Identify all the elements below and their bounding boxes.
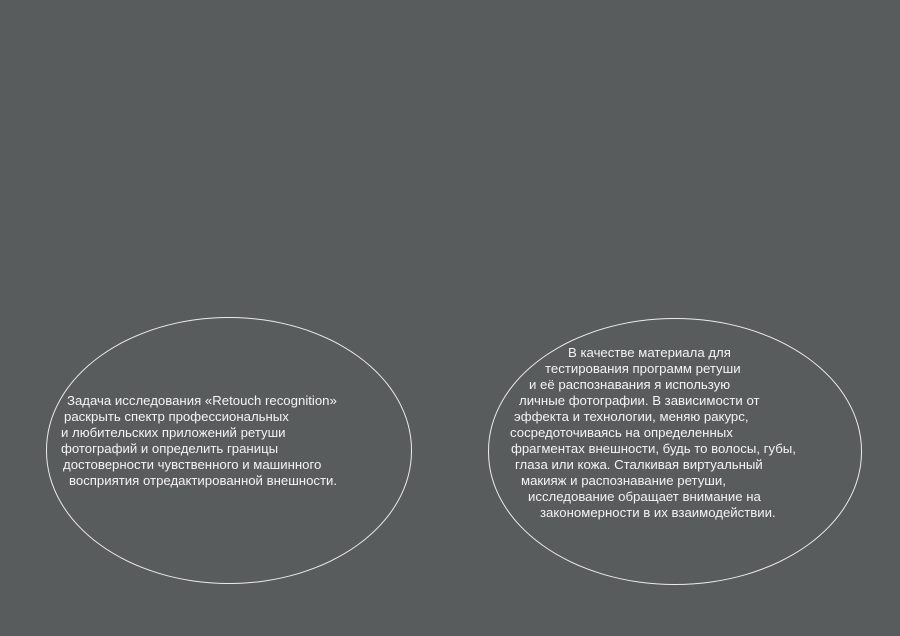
right-text-line: макияж и распознавание ретуши, bbox=[521, 473, 726, 488]
right-text-line: тестирования программ ретуши bbox=[545, 361, 741, 376]
right-text-line: закономерности в их взаимодействии. bbox=[540, 505, 776, 520]
right-text-line: фрагментах внешности, будь то волосы, губы, bbox=[511, 441, 796, 456]
left-text-line: раскрыть спектр профессиональных bbox=[64, 409, 289, 424]
right-text-line: глаза или кожа. Сталкивая виртуальный bbox=[515, 457, 763, 472]
left-text-line: восприятия отредактированной внешности. bbox=[69, 473, 338, 488]
left-text-line: достоверности чувственного и машинного bbox=[63, 457, 322, 472]
right-text-line: и её распознавания я использую bbox=[529, 377, 731, 392]
right-text-line: В качестве материала для bbox=[568, 345, 731, 360]
right-text-line: сосредоточиваясь на определенных bbox=[510, 425, 733, 440]
right-text-line: исследование обращает внимание на bbox=[528, 489, 761, 504]
right-text-line: эффекта и технологии, меняю ракурс, bbox=[514, 409, 749, 424]
left-text-line: Задача исследования «Retouch recognition» bbox=[67, 393, 337, 408]
left-text-line: фотографий и определить границы bbox=[61, 441, 279, 456]
left-text-line: и любительских приложений ретуши bbox=[61, 425, 286, 440]
right-text-line: личные фотографии. В зависимости от bbox=[519, 393, 760, 408]
